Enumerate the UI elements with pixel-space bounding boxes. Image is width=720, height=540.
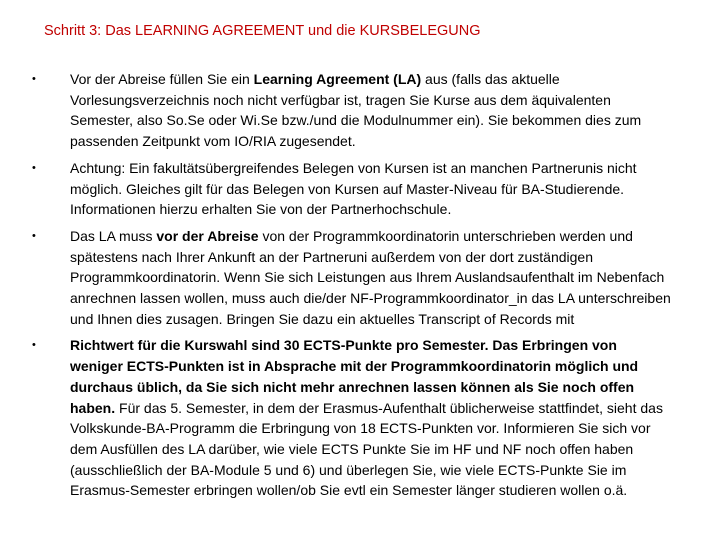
bullet-text: von der Programmkoordinatorin unterschrieben werden und spätestens nach Ihrer Ankunft an der Partneruni außerdem von der dort zuständigen Programmkoordinatorin. Wenn Sie sich Leistungen aus Ihrem Auslandsaufenthalt im Nebenfach anrechnen lassen wollen, muss auch die/der NF-Programmkoordinator_in das LA unterschreiben und Ihnen dies zusagen. Bringen Sie dazu ein aktuelles Transcript of Records mit [70, 227, 671, 327]
bullet-text: Für das 5. Semester, in dem der Erasmus-Aufenthalt üblicherweise stattfindet, sieht das Volkskunde-BA-Programm die Erbringung von 18 ECTS-Punkten vor. Informieren Sie sich vor dem Ausfüllen des LA darüber, wie viele ECTS Punkte Sie im HF und NF noch offen haben (ausschließlich der BA-Module 5 und 6) und überlegen Sie, wie viele ECTS-Punkte Sie im Erasmus-Semester erbringen wollen/ob Sie evtl ein Semester länger studieren wollen o.ä. [70, 399, 663, 499]
bullet-text: Vor der Abreise füllen Sie ein [70, 71, 254, 87]
bullet-list [0, 69, 720, 501]
bullet-text: Achtung: Ein fakultätsübergreifendes Belegen von Kursen ist an manchen Partnerunis nicht möglich. Gleiches gilt für das Belegen von Kursen auf Master-Niveau für BA-Studierende. Informationen hierzu erhalten Sie von der Partnerhochschule. [70, 159, 637, 218]
bullet-text-bold: Richtwert für die Kurswahl sind 30 ECTS-Punkte pro Semester. Das Erbringen von weniger ECTS-Punkten ist in Absprache mit der Programmkoordinatorin möglich und durchaus üblich, da Sie sich nicht mehr anrechnen lassen können als Sie noch offen haben. [70, 337, 639, 416]
bullet-text-bold: Learning Agreement (LA) [253, 71, 422, 87]
bullet-item [0, 69, 673, 152]
bullet-item [0, 226, 673, 330]
bullet-marker: • [32, 339, 36, 352]
bullet-text: aus (falls das aktuelle Vorlesungsverzeichnis noch nicht verfügbar ist, tragen Sie Kurse aus dem äquivalenten Semester, also So.Se oder Wi.Se bzw./und die Modulnummer ein). Sie bekommen dies zum passenden Zeitpunkt vom IO/RIA zugesendet. [70, 71, 642, 150]
slide-title: Schritt 3: Das LEARNING AGREEMENT und die KURSBELEGUNG [44, 23, 481, 39]
bullet-marker: • [32, 161, 36, 174]
bullet-text: Das LA muss [70, 227, 157, 244]
bullet-item [0, 158, 673, 220]
bullet-marker: • [32, 229, 36, 242]
bullet-marker: • [32, 73, 36, 85]
bullet-item [0, 335, 673, 501]
bullet-text-bold: vor der Abreise [156, 227, 259, 244]
